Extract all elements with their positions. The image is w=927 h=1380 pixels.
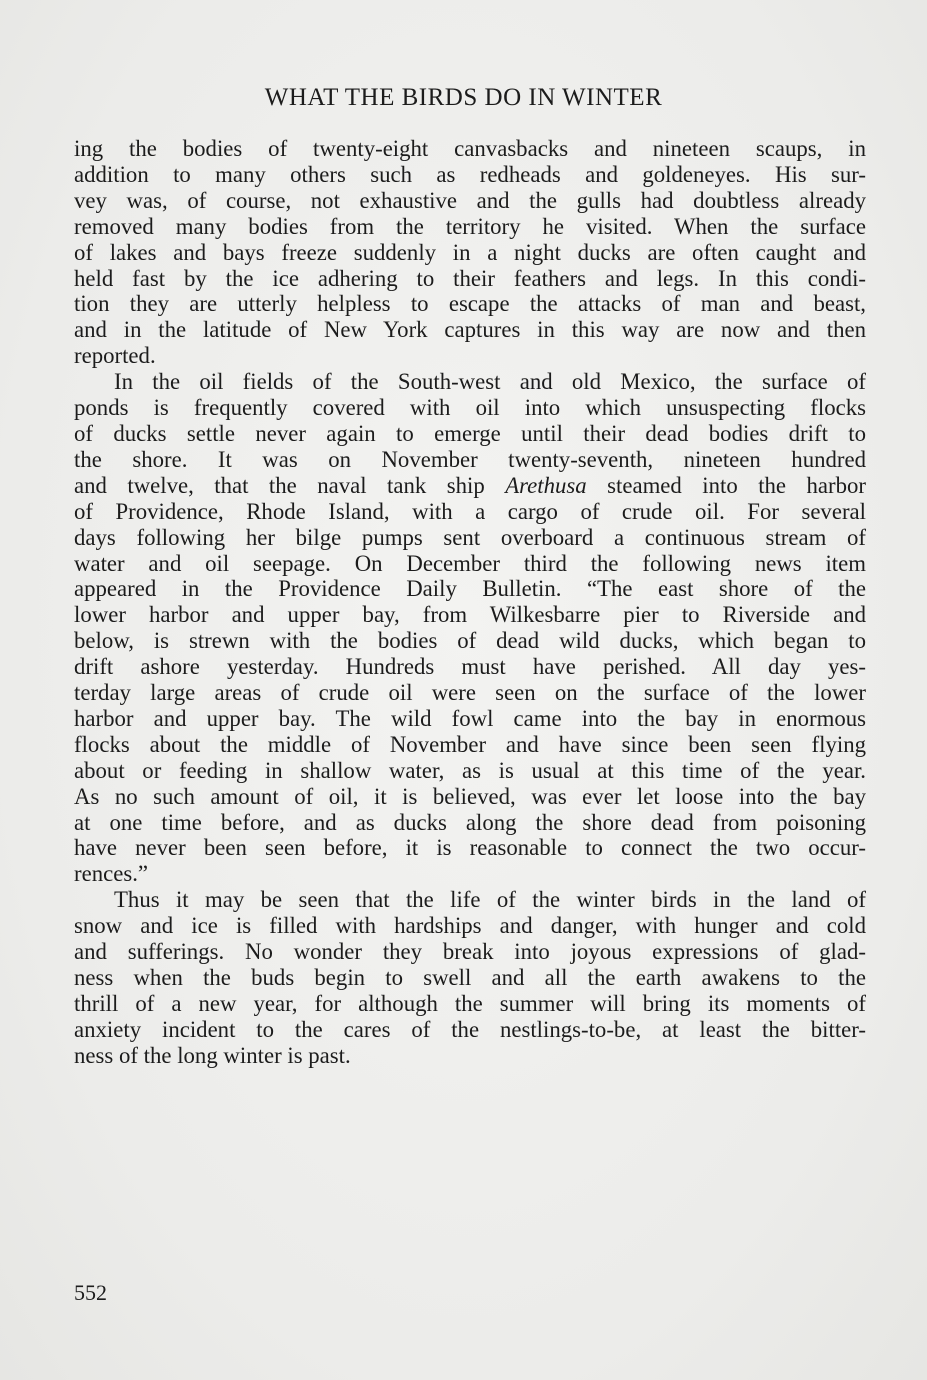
text-line: rences.” [74, 861, 149, 887]
text-line: ness of the long winter is past. [74, 1042, 351, 1068]
text-line: at one time before, and as ducks along the shore dead from poisoning [74, 809, 866, 835]
text-line: terday large areas of crude oil were seen on the surface of the lower [74, 680, 866, 706]
ship-name: Arethusa [505, 472, 587, 498]
text-line: below, is strewn with the bodies of dead wild ducks, which began to [74, 628, 866, 654]
text-line: water and oil seepage. On December third the following news item [74, 550, 866, 576]
text-line: appeared in the Providence Daily Bulletin. “The east shore of the [74, 576, 866, 602]
text-line: and sufferings. No wonder they break into joyous expressions of glad- [74, 939, 866, 965]
text-line: reported. [74, 343, 156, 369]
body-text [74, 136, 866, 1069]
text-line: snow and ice is filled with hardships and danger, with hunger and cold [74, 913, 866, 939]
text-line: Thus it may be seen that the life of the winter birds in the land of [114, 887, 866, 913]
text-line: vey was, of course, not exhaustive and the gulls had doubtless already [74, 187, 866, 213]
text-line: anxiety incident to the cares of the nestlings-to-be, at least the bitter- [74, 1016, 866, 1042]
text-line: thrill of a new year, for although the summer will bring its moments of [74, 990, 866, 1016]
text-line: about or feeding in shallow water, as is usual at this time of the year. [74, 757, 866, 783]
text-line: addition to many others such as redheads and goldeneyes. His sur- [74, 161, 866, 187]
text-line: removed many bodies from the territory he visited. When the surface [74, 213, 866, 239]
text-run: steamed into the harbor [586, 472, 866, 498]
text-line: lower harbor and upper bay, from Wilkesbarre pier to Riverside and [74, 602, 866, 628]
text-line: ness when the buds begin to swell and all the earth awakens to the [74, 965, 866, 990]
text-line: held fast by the ice adhering to their feathers and legs. In this condi- [74, 265, 866, 291]
text-line: ing the bodies of twenty-eight canvasbacks and nineteen scaups, in [74, 136, 866, 161]
page-number: 552 [74, 1280, 107, 1305]
text-line: of ducks settle never again to emerge until their dead bodies drift to [74, 420, 866, 446]
running-head: WHAT THE BIRDS DO IN WINTER [264, 84, 663, 111]
text-line [74, 473, 866, 499]
text-line: the shore. It was on November twenty-seventh, nineteen hundred [74, 446, 866, 472]
text-line: have never been seen before, it is reasonable to connect the two occur- [74, 835, 866, 861]
text-line: As no such amount of oil, it is believed, was ever let loose into the bay [74, 783, 866, 809]
text-run: and twelve, that the naval tank ship [74, 472, 506, 498]
text-line: harbor and upper bay. The wild fowl came into the bay in enormous [74, 705, 866, 731]
text-line: ponds is frequently covered with oil into which unsuspecting flocks [74, 395, 866, 421]
text-line: and in the latitude of New York captures in this way are now and then [74, 317, 866, 343]
text-line: flocks about the middle of November and have since been seen flying [74, 731, 866, 757]
text-line: of Providence, Rhode Island, with a cargo of crude oil. For several [74, 498, 866, 524]
text-line: In the oil fields of the South-west and old Mexico, the surface of [114, 369, 866, 395]
text-line: drift ashore yesterday. Hundreds must have perished. All day yes- [74, 654, 866, 680]
text-line: days following her bilge pumps sent overboard a continuous stream of [74, 524, 866, 550]
text-line: tion they are utterly helpless to escape the attacks of man and beast, [74, 291, 866, 317]
text-line: of lakes and bays freeze suddenly in a night ducks are often caught and [74, 239, 866, 265]
